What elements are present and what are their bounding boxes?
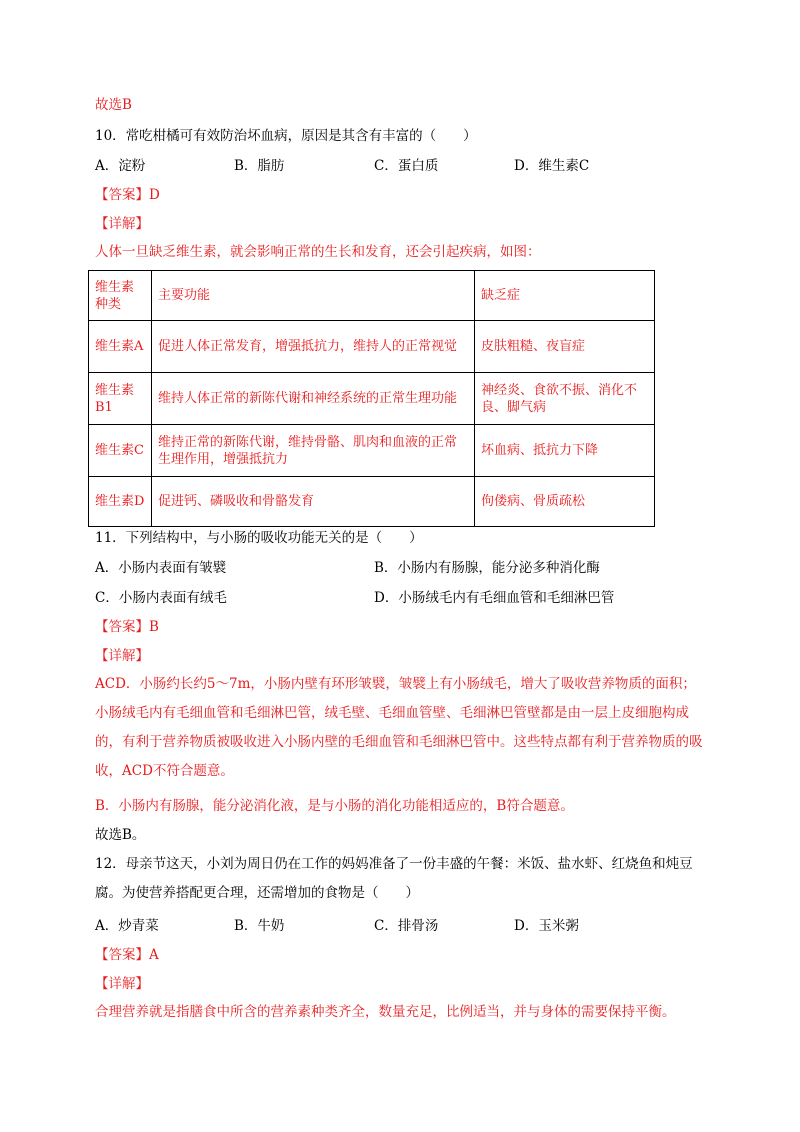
q12-option-d: D．玉米粥 <box>514 918 579 934</box>
q11-option-a: A．小肠内表面有皱襞 <box>95 560 227 576</box>
question-12-stem: 12．母亲节这天，小刘为周日仍在工作的妈妈准备了一份丰盛的午餐：米饭、盐水虾、红烧鱼和炖豆腐。为使营养搭配更合理，还需增加的食物是（ ） <box>95 856 693 901</box>
q12-answer: 【答案】A <box>95 947 159 963</box>
vitamin-function: 促进钙、磷吸收和骨骼发育 <box>152 477 475 527</box>
q12-option-a: A．炒青菜 <box>95 918 159 934</box>
q12-option-c: C．排骨汤 <box>374 918 439 934</box>
q11-detail-paragraph-2: B．小肠内有肠腺，能分泌消化液，是与小肠的消化功能相适应的，B符合题意。 <box>95 798 574 814</box>
q10-option-b: B．脂肪 <box>234 158 285 174</box>
vitamin-name: 维生素B1 <box>89 373 152 425</box>
q10-detail-intro: 人体一旦缺乏维生素，就会影响正常的生长和发育，还会引起疾病，如图： <box>95 244 541 260</box>
table-row <box>89 477 655 527</box>
vitamin-table-header-row <box>89 271 655 321</box>
header-vitamin-type: 维生素种类 <box>89 271 152 321</box>
vitamin-function: 维持人体正常的新陈代谢和神经系统的正常生理功能 <box>152 373 475 425</box>
vitamin-function: 促进人体正常发育，增强抵抗力，维持人的正常视觉 <box>152 321 475 373</box>
table-row <box>89 321 655 373</box>
q12-option-b: B．牛奶 <box>234 918 285 934</box>
vitamin-deficiency: 皮肤粗糙、夜盲症 <box>475 321 655 373</box>
vitamin-function: 维持正常的新陈代谢，维持骨骼、肌肉和血液的正常生理作用，增强抵抗力 <box>152 425 475 477</box>
q11-detail-label: 【详解】 <box>95 648 149 664</box>
q10-option-a: A．淀粉 <box>95 158 146 174</box>
header-deficiency: 缺乏症 <box>475 271 655 321</box>
q12-detail-paragraph-1: 合理营养就是指膳食中所含的营养素种类齐全，数量充足，比例适当，并与身体的需要保持平衡。 <box>95 1004 676 1020</box>
q11-option-b: B．小肠内有肠腺，能分泌多种消化酶 <box>374 560 600 576</box>
q11-conclusion: 故选B。 <box>95 827 146 843</box>
vitamin-name: 维生素A <box>89 321 152 373</box>
vitamin-table <box>88 270 655 527</box>
table-row <box>89 425 655 477</box>
vitamin-name: 维生素C <box>89 425 152 477</box>
question-10-stem: 10．常吃柑橘可有效防治坏血病，原因是其含有丰富的（ ） <box>95 128 477 144</box>
q11-detail-paragraph-1: ACD．小肠约长约5～7m，小肠内壁有环形皱襞，皱襞上有小肠绒毛，增大了吸收营养物质的面积；小肠绒毛内有毛细血管和毛细淋巴管，绒毛壁、毛细血管壁、毛细淋巴管壁都是由一层上皮细胞构成的，有利于营养物质被吸收进入小肠内壁的毛细血管和毛细淋巴管中。这些特点都有利于营养物质的吸收，ACD不符合题意。 <box>95 676 703 779</box>
table-row <box>89 373 655 425</box>
q10-option-c: C．蛋白质 <box>374 158 439 174</box>
vitamin-deficiency: 佝偻病、骨质疏松 <box>475 477 655 527</box>
q10-answer: 【答案】D <box>95 187 160 203</box>
question-11-stem: 11．下列结构中，与小肠的吸收功能无关的是（ ） <box>95 530 423 546</box>
header-main-function: 主要功能 <box>152 271 475 321</box>
q12-detail-label: 【详解】 <box>95 976 149 992</box>
vitamin-name: 维生素D <box>89 477 152 527</box>
q11-answer: 【答案】B <box>95 619 159 635</box>
vitamin-deficiency: 坏血病、抵抗力下降 <box>475 425 655 477</box>
previous-conclusion: 故选B <box>95 97 132 113</box>
q10-detail-label: 【详解】 <box>95 216 149 232</box>
q11-option-c: C．小肠内表面有绒毛 <box>95 590 227 606</box>
vitamin-deficiency: 神经炎、食欲不振、消化不良、脚气病 <box>475 373 655 425</box>
q10-option-d: D．维生素C <box>514 158 590 174</box>
q11-option-d: D．小肠绒毛内有毛细血管和毛细淋巴管 <box>374 590 615 606</box>
